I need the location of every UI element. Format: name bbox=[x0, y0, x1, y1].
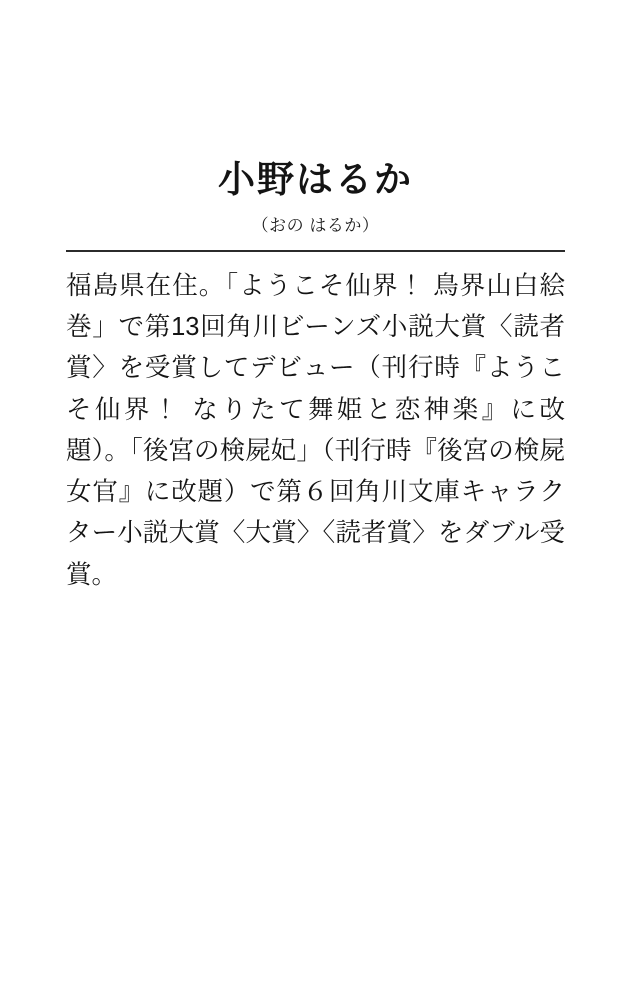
author-biography: 福島県在住。「ようこそ仙界！ 鳥界山白絵巻」で第13回角川ビーンズ小説大賞〈読者賞〉を受賞してデビュー（刊行時『ようこそ仙界！ なりたて舞姫と恋神楽』に改題）。「後宮の検屍妃」（刊行時『後宮の検屍女官』に改題）で第６回角川文庫キャラクター小説大賞〈大賞〉〈読者賞〉をダブル受賞。 bbox=[66, 271, 565, 589]
horizontal-divider bbox=[66, 250, 565, 252]
author-name-reading: （おの はるか） bbox=[251, 215, 380, 235]
author-name: 小野はるか bbox=[218, 159, 413, 200]
